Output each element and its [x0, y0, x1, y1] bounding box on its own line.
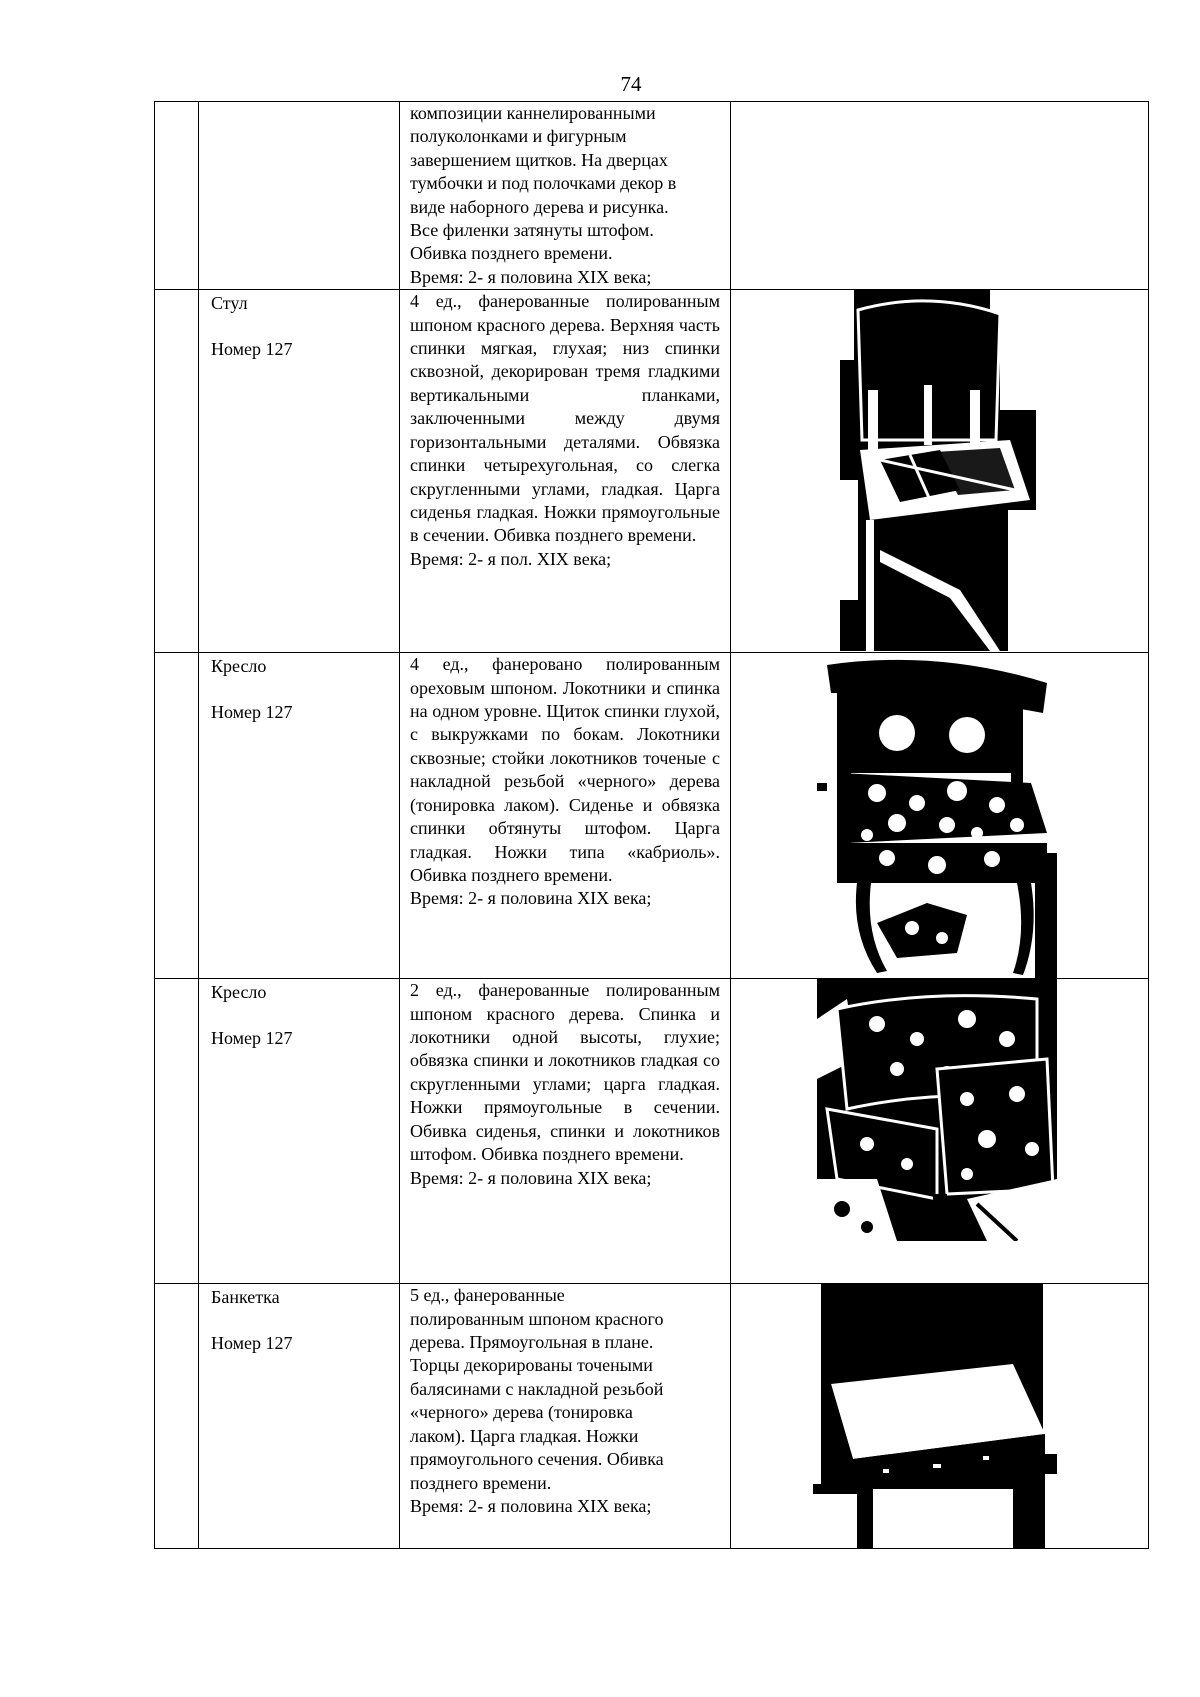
description-line: полированным шпоном красного	[410, 1308, 664, 1329]
description-cell	[400, 102, 731, 290]
item-number: Номер 127	[211, 339, 293, 360]
item-description: 4 ед., фанеровано полированным ореховым шпоном. Локотники и спинка на одном уровне. Щиток спинки глухой, с выкружками по бокам. Локотники сквозные; стойки локотников точеные с накладной резьбой «черного» дерева (тонировка лаком). Сиденье и обвязка спинки обтянуты штофом. Царга гладкая. Ножки типа «кабриоль». Обивка позднего времени.	[410, 654, 720, 885]
table-row	[155, 653, 1149, 979]
item-number: Номер 127	[211, 1028, 293, 1049]
name-cell	[199, 1284, 400, 1549]
description-cell	[400, 653, 731, 979]
item-time: Время: 2- я половина XIX века;	[410, 1167, 652, 1188]
index-cell	[155, 290, 199, 653]
table-row	[155, 102, 1149, 290]
description-line: 5 ед., фанерованные	[410, 1285, 565, 1306]
item-number: Номер 127	[211, 702, 293, 723]
item-time: Время: 2- я половина XIX века;	[410, 888, 652, 909]
photo-cell	[731, 290, 1149, 653]
description-line: Обивка позднего времени.	[410, 243, 613, 264]
name-cell	[199, 290, 400, 653]
table-row	[155, 979, 1149, 1284]
armchair-photo	[817, 653, 1057, 978]
description-line: прямоугольного сечения. Обивка	[410, 1449, 664, 1470]
name-cell	[199, 979, 400, 1284]
upholstered-armchair-photo	[817, 979, 1057, 1241]
description-line: Торцы декорированы точеными	[410, 1355, 653, 1376]
item-name: Стул	[211, 293, 248, 314]
description-cell	[400, 1284, 731, 1549]
description-line: позднего времени.	[410, 1472, 552, 1493]
description-line: дерева. Прямоугольная в плане.	[410, 1332, 654, 1353]
table-row	[155, 290, 1149, 653]
photo-cell	[731, 102, 1149, 290]
item-time: Время: 2- я пол. XIX века;	[410, 548, 612, 569]
description-line: полуколонками и фигурным	[410, 126, 627, 147]
description-line: тумбочки и под полочками декор в	[410, 173, 677, 194]
name-cell	[199, 653, 400, 979]
inventory-table	[154, 101, 1149, 1549]
item-name: Кресло	[211, 656, 267, 677]
photo-cell	[731, 979, 1149, 1284]
description-line: виде наборного дерева и рисунка.	[410, 196, 669, 217]
description-line: «черного» дерева (тонировка	[410, 1402, 633, 1423]
item-description: 4 ед., фанерованные полированным шпоном красного дерева. Верхняя часть спинки мягкая, глухая; низ спинки сквозной, декорирован тремя гладкими вертикальными планками, заключенными между двумя горизонтальными деталями. Обвязка спинки четырехугольная, со слегка скругленными углами, гладкая. Царга сиденья гладкая. Ножки прямоугольные в сечении. Обивка позднего времени.	[410, 291, 720, 546]
description-line: Все филенки затянуты штофом.	[410, 220, 654, 241]
index-cell	[155, 1284, 199, 1549]
page-number: 74	[620, 72, 642, 96]
item-description: 2 ед., фанерованные полированным шпоном красного дерева. Спинка и локотники одной высоты, глухие; обвязка спинки и локотников гладкая со скругленными углами; царга гладкая. Ножки прямоугольные в сечении. Обивка сиденья, спинки и локотников штофом. Обивка позднего времени.	[410, 980, 720, 1165]
item-time: Время: 2- я половина XIX века;	[410, 1495, 652, 1516]
index-cell	[155, 979, 199, 1284]
item-name: Кресло	[211, 982, 267, 1003]
item-number: Номер 127	[211, 1333, 293, 1354]
photo-cell	[731, 1284, 1149, 1549]
item-name: Банкетка	[211, 1287, 280, 1308]
description-line: балясинами с накладной резьбой	[410, 1378, 664, 1399]
table-row	[155, 1284, 1149, 1549]
description-line: лаком). Царга гладкая. Ножки	[410, 1425, 639, 1446]
name-cell	[199, 102, 400, 290]
description-line: Время: 2- я половина XIX века;	[410, 266, 652, 287]
index-cell	[155, 102, 199, 290]
chair-photo	[840, 290, 1036, 651]
description-cell	[400, 290, 731, 653]
index-cell	[155, 653, 199, 979]
banquette-photo	[813, 1284, 1057, 1548]
description-line: композиции каннелированными	[410, 103, 656, 123]
description-cell	[400, 979, 731, 1284]
description-line: завершением щитков. На дверцах	[410, 149, 668, 170]
photo-cell	[731, 653, 1149, 979]
